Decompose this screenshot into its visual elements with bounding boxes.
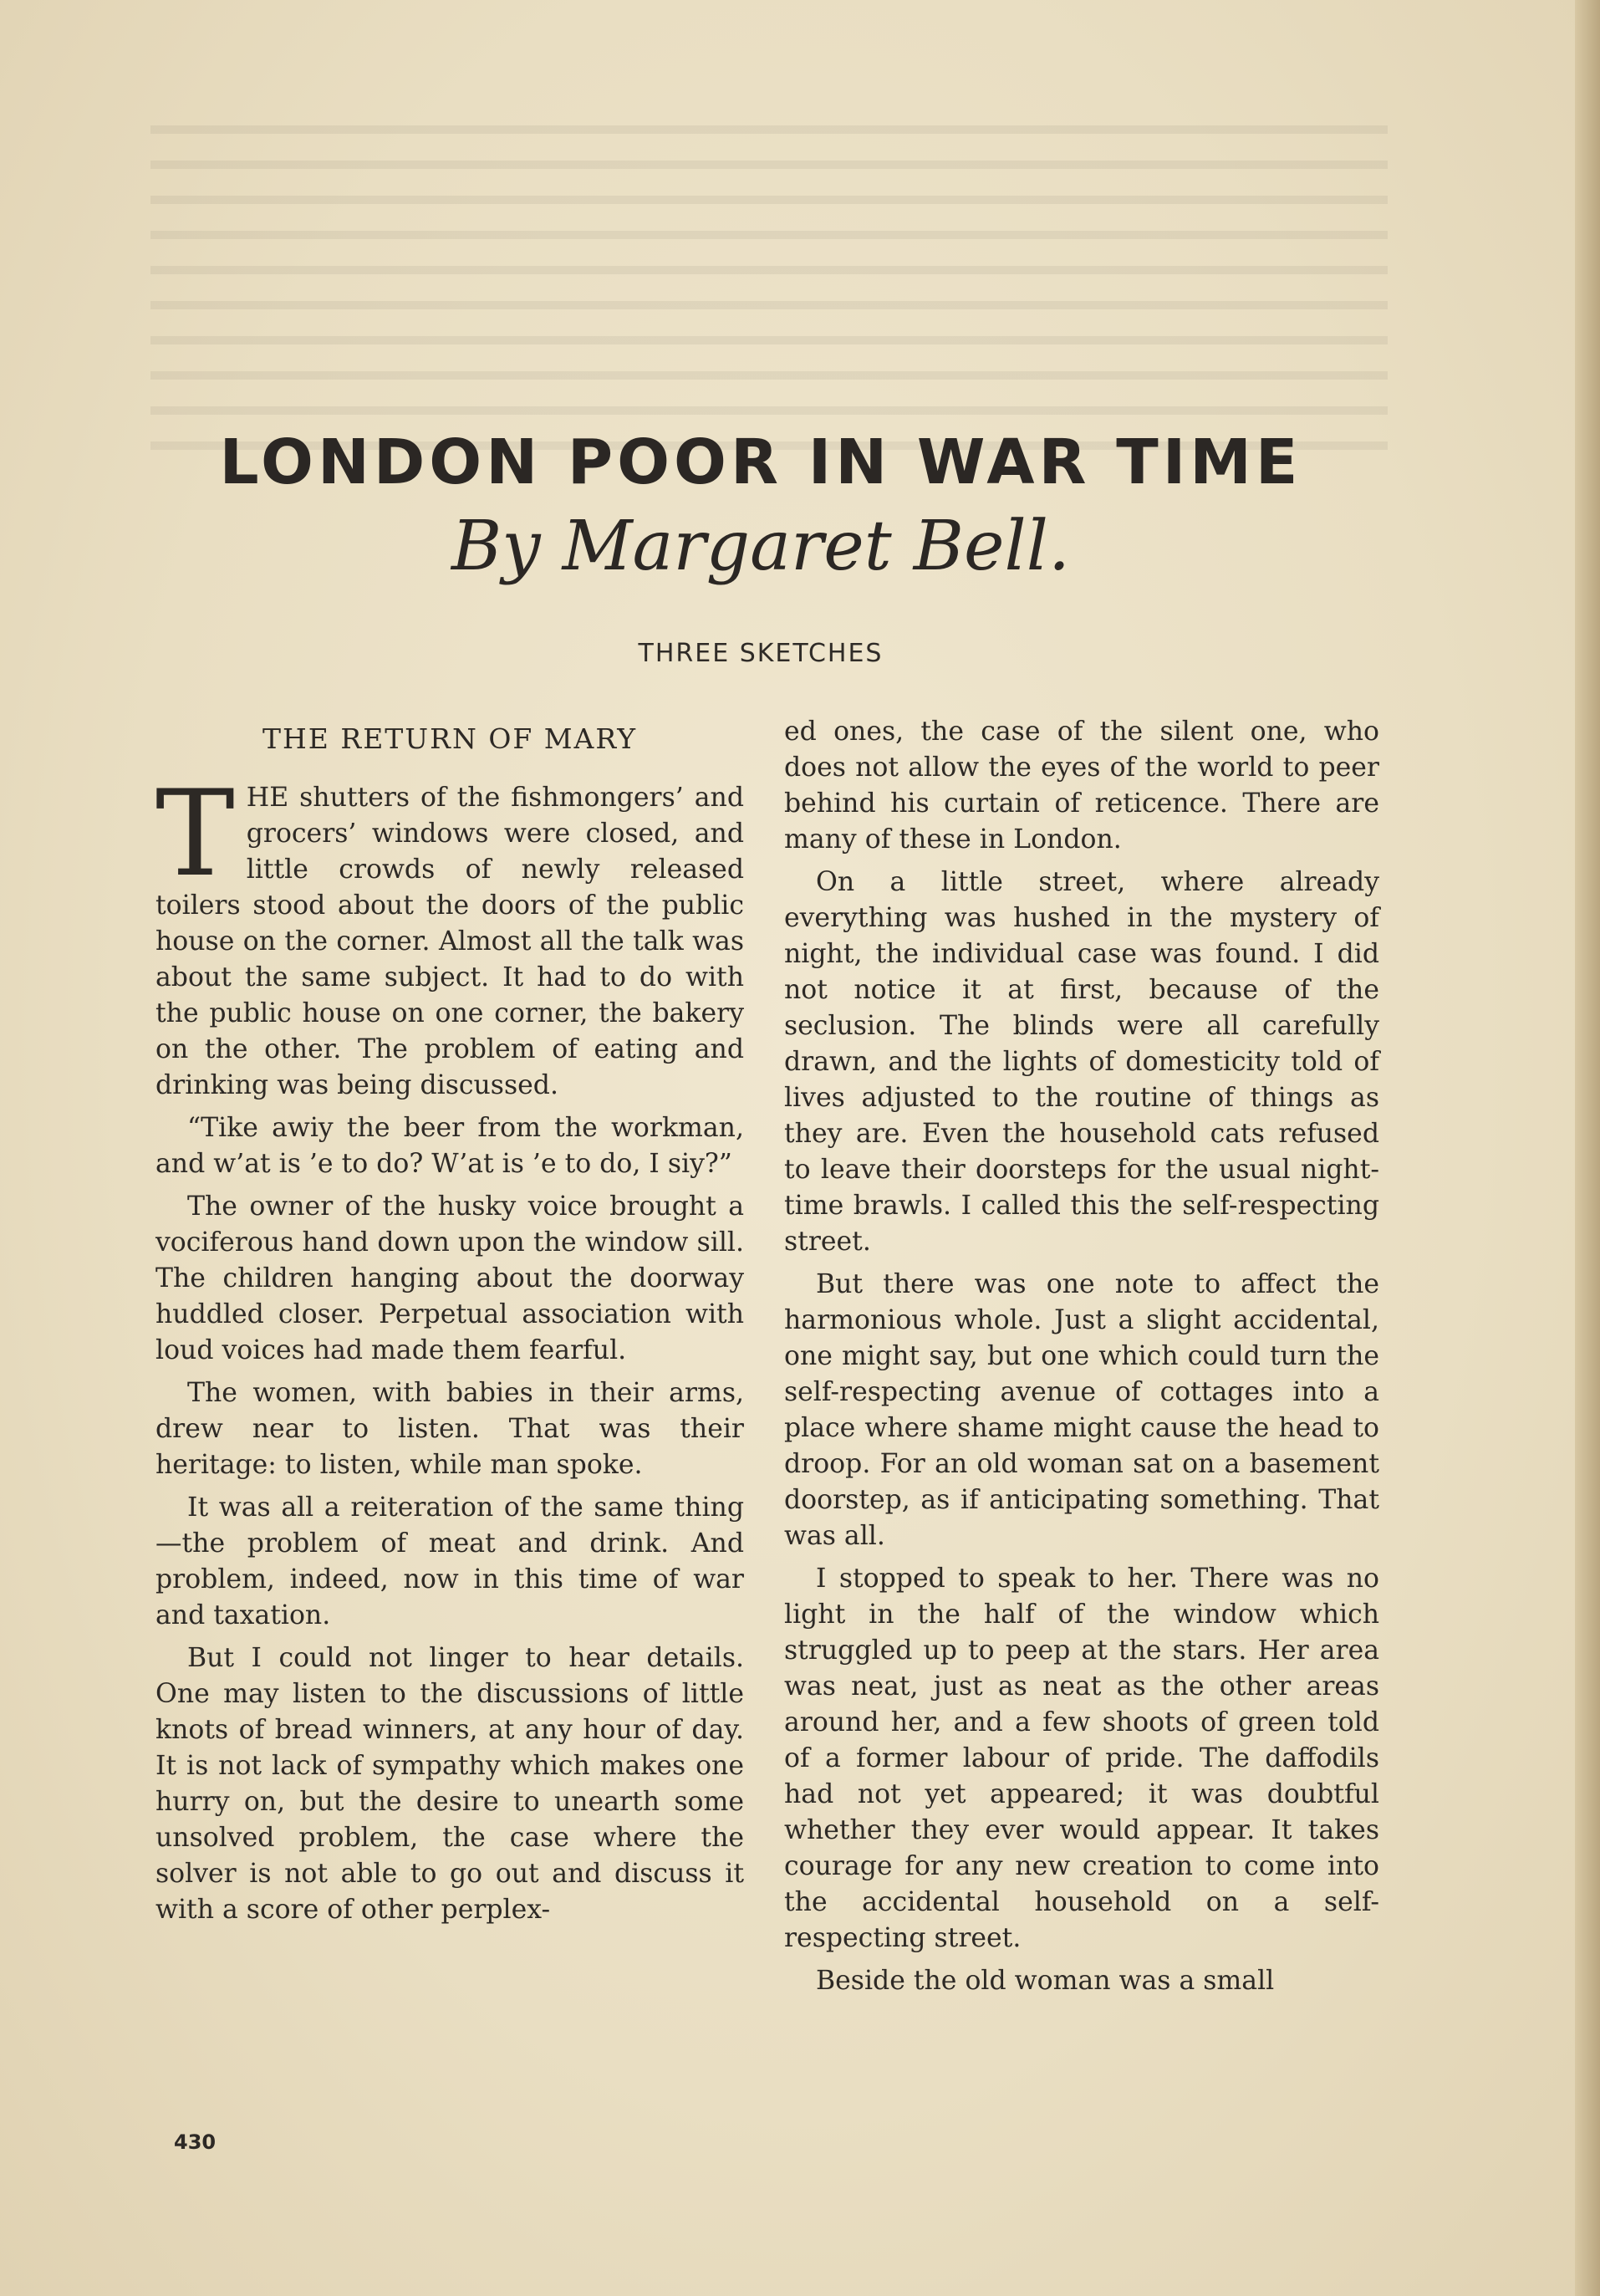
show-through-texture: [150, 125, 1388, 477]
article-byline: By Margaret Bell.: [451, 507, 1071, 586]
paragraph-9: But there was one note to affect the harmonious whole. Just a slight accidental, one might say, but one which could turn the self-respecting avenue of cottages into a place where shame might cause the head to droop. For an old woman sat on a basement doorstep, as if anticipating something. That was all.: [784, 1269, 1379, 1551]
paragraph-5: It was all a reiteration of the same thing—the problem of meat and drink. And problem, indeed, now in this time of war and taxation.: [155, 1492, 744, 1630]
paragraph-2: “Tike awiy the beer from the workman, and w’at is ’e to do? W’at is ’e to do, I siy?”: [155, 1113, 744, 1179]
paragraph-6: But I could not linger to hear details. One may listen to the discussions of little knots of bread winners, at any hour of day. It is not lack of sympathy which makes one hurry on, but the desire to unearth some unsolved problem, the case where the solver is not able to go out and discuss it with a score of other perplex-: [155, 1643, 744, 1925]
paragraph-3: The owner of the husky voice brought a vociferous hand down upon the window sill. The children hanging about the doorway huddled closer. Perpetual association with loud voices had made them fearful.: [155, 1191, 744, 1365]
paragraph-11: Beside the old woman was a small: [816, 1966, 1275, 1996]
page-edge: [1575, 0, 1600, 2296]
right-column: [784, 714, 1379, 2006]
paragraph-1: [155, 765, 744, 1104]
left-column: [155, 714, 744, 1935]
paragraph-10: I stopped to speak to her. There was no light in the half of the window which struggled up to peep at the stars. Her area was neat, just as neat as the other areas around her, and a few shoots of green told of a former labour of pride. The daffodils had not yet appeared; it was doubtful whether they ever would appear. It takes courage for any new creation to come into the accidental household on a self-respecting street.: [784, 1564, 1379, 1953]
page-number: 430: [174, 2130, 217, 2154]
section-heading: THE RETURN OF MARY: [262, 722, 638, 755]
paragraph-8: On a little street, where already everything was hushed in the mystery of night, the individual case was found. I did not notice it at first, because of the seclusion. The blinds were all carefully drawn, and the lights of domesticity told of lives adjusted to the routine of things as they are. Even the household cats refused to leave their doorsteps for the usual night-time brawls. I called this the self-respecting street.: [784, 867, 1379, 1257]
article-subtitle: THREE SKETCHES: [638, 639, 884, 668]
paragraph-1-text: HE shutters of the fishmongers’ and grocers’ windows were closed, and little crowds of newly released toilers stood about the doors of the public house on the corner. Almost all the talk was about the same subject. It had to do with the public house on one corner, the bakery on the other. The problem of eating and drinking was being discussed.: [155, 783, 744, 1100]
paragraph-4: The women, with babies in their arms, drew near to listen. That was their heritage: to listen, while man spoke.: [155, 1378, 744, 1480]
drop-cap: T: [155, 765, 235, 903]
paragraph-7: ed ones, the case of the silent one, who does not allow the eyes of the world to peer behind his curtain of reticence. There are many of these in London.: [784, 717, 1379, 855]
article-title: LONDON POOR IN WAR TIME: [219, 426, 1302, 498]
